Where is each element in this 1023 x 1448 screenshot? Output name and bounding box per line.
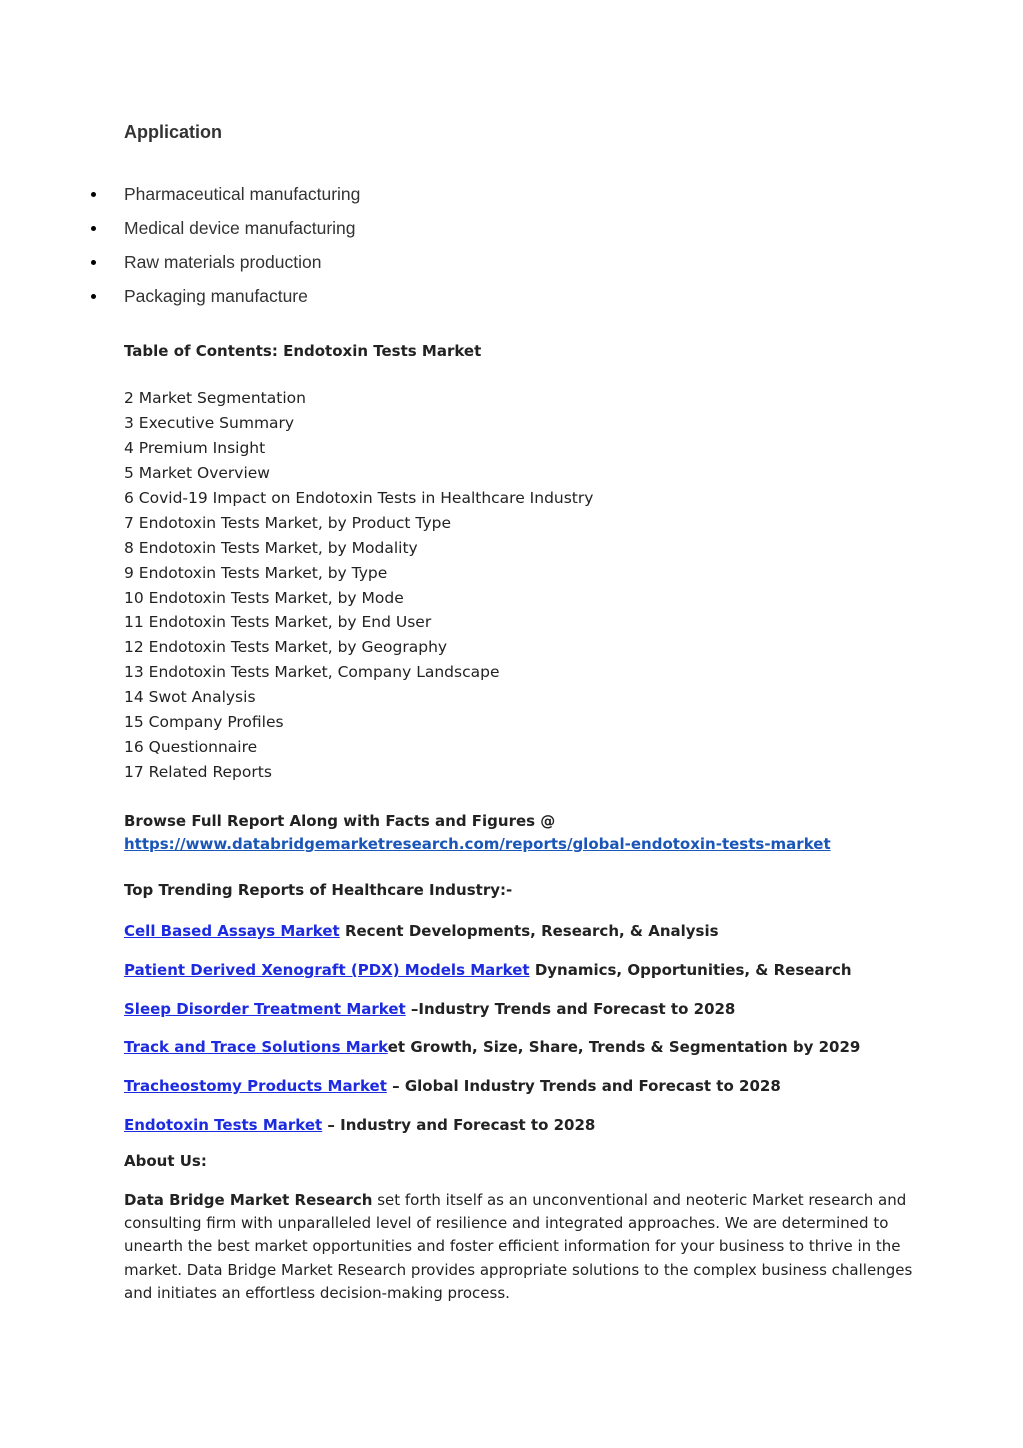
report-description: Dynamics, Opportunities, & Research [529,960,852,979]
report-description: – Industry and Forecast to 2028 [322,1115,596,1134]
report-link[interactable]: Cell Based Assays Market [124,922,340,940]
toc-item: 5 Market Overview [124,463,270,482]
report-link[interactable]: Patient Derived Xenograft (PDX) Models Market [124,960,530,979]
toc-item: 2 Market Segmentation [124,389,306,407]
toc-item: 17 Related Reports [124,763,272,782]
list-item [124,1112,944,1151]
list-item [124,957,944,996]
about-us-text: set forth itself as an unconventional and neoteric Market research and consulting firm with unparalleled level of resilience and integrated approaches. We are determined to unearth the best market opportunities and foster efficient information for your business to thrive in the market. Data Bridge Market Research provides appropriate solutions to the complex business challenges and initiates an effortless decision-making process. [124,1191,913,1302]
application-item-label: Pharmaceutical manufacturing [124,184,361,204]
toc-item: 11 Endotoxin Tests Market, by End User [124,613,432,632]
application-item-label: Packaging manufacture [124,286,308,306]
about-us-paragraph [124,1189,914,1305]
trending-reports-heading: Top Trending Reports of Healthcare Industry:- [124,881,513,899]
bullet-icon [91,294,96,299]
toc-item: 4 Premium Insight [124,438,266,457]
browse-report-section [124,810,904,856]
report-link[interactable]: Tracheostomy Products Market [124,1077,387,1096]
toc-item: 9 Endotoxin Tests Market, by Type [124,563,388,582]
report-description: Recent Developments, Research, & Analysis [339,922,719,940]
report-description: et Growth, Size, Share, Trends & Segmentation by 2029 [387,1038,861,1057]
toc-item: 13 Endotoxin Tests Market, Company Landscape [124,663,500,682]
bullet-icon [91,226,96,231]
report-link[interactable]: Endotoxin Tests Market [124,1115,323,1134]
list-item [124,1073,944,1112]
company-name: Data Bridge Market Research [124,1191,373,1209]
about-us-heading: About Us: [124,1152,207,1170]
toc-item: 14 Swot Analysis [124,688,256,707]
toc-list [124,386,593,785]
list-item [124,1034,944,1073]
bullet-icon [91,260,96,265]
application-heading: Application [124,122,222,142]
toc-item: 10 Endotoxin Tests Market, by Mode [124,588,404,607]
bullet-icon [91,192,96,197]
toc-title: Table of Contents: Endotoxin Tests Market [124,342,482,360]
list-item [124,996,944,1035]
application-item-label: Raw materials production [124,252,322,272]
toc-item: 8 Endotoxin Tests Market, by Modality [124,538,418,557]
report-description: – Global Industry Trends and Forecast to 2028 [386,1077,781,1096]
toc-item: 7 Endotoxin Tests Market, by Product Type [124,513,452,532]
toc-item: 6 Covid-19 Impact on Endotoxin Tests in Healthcare Industry [124,488,594,507]
trending-reports-list [124,918,944,1151]
report-url-link[interactable]: https://www.databridgemarketresearch.com/reports/global-endotoxin-tests-market [124,835,831,853]
toc-item: 3 Executive Summary [124,413,295,432]
toc-item: 12 Endotoxin Tests Market, by Geography [124,638,448,657]
report-link[interactable]: Sleep Disorder Treatment Market [124,999,406,1018]
list-item [124,918,944,957]
report-link[interactable]: Track and Trace Solutions Mark [124,1038,388,1057]
application-item-label: Medical device manufacturing [124,218,356,238]
toc-item: 15 Company Profiles [124,713,284,732]
toc-item: 16 Questionnaire [124,738,258,757]
report-description: –Industry Trends and Forecast to 2028 [405,999,736,1018]
browse-report-label: Browse Full Report Along with Facts and Figures @ [124,812,556,830]
